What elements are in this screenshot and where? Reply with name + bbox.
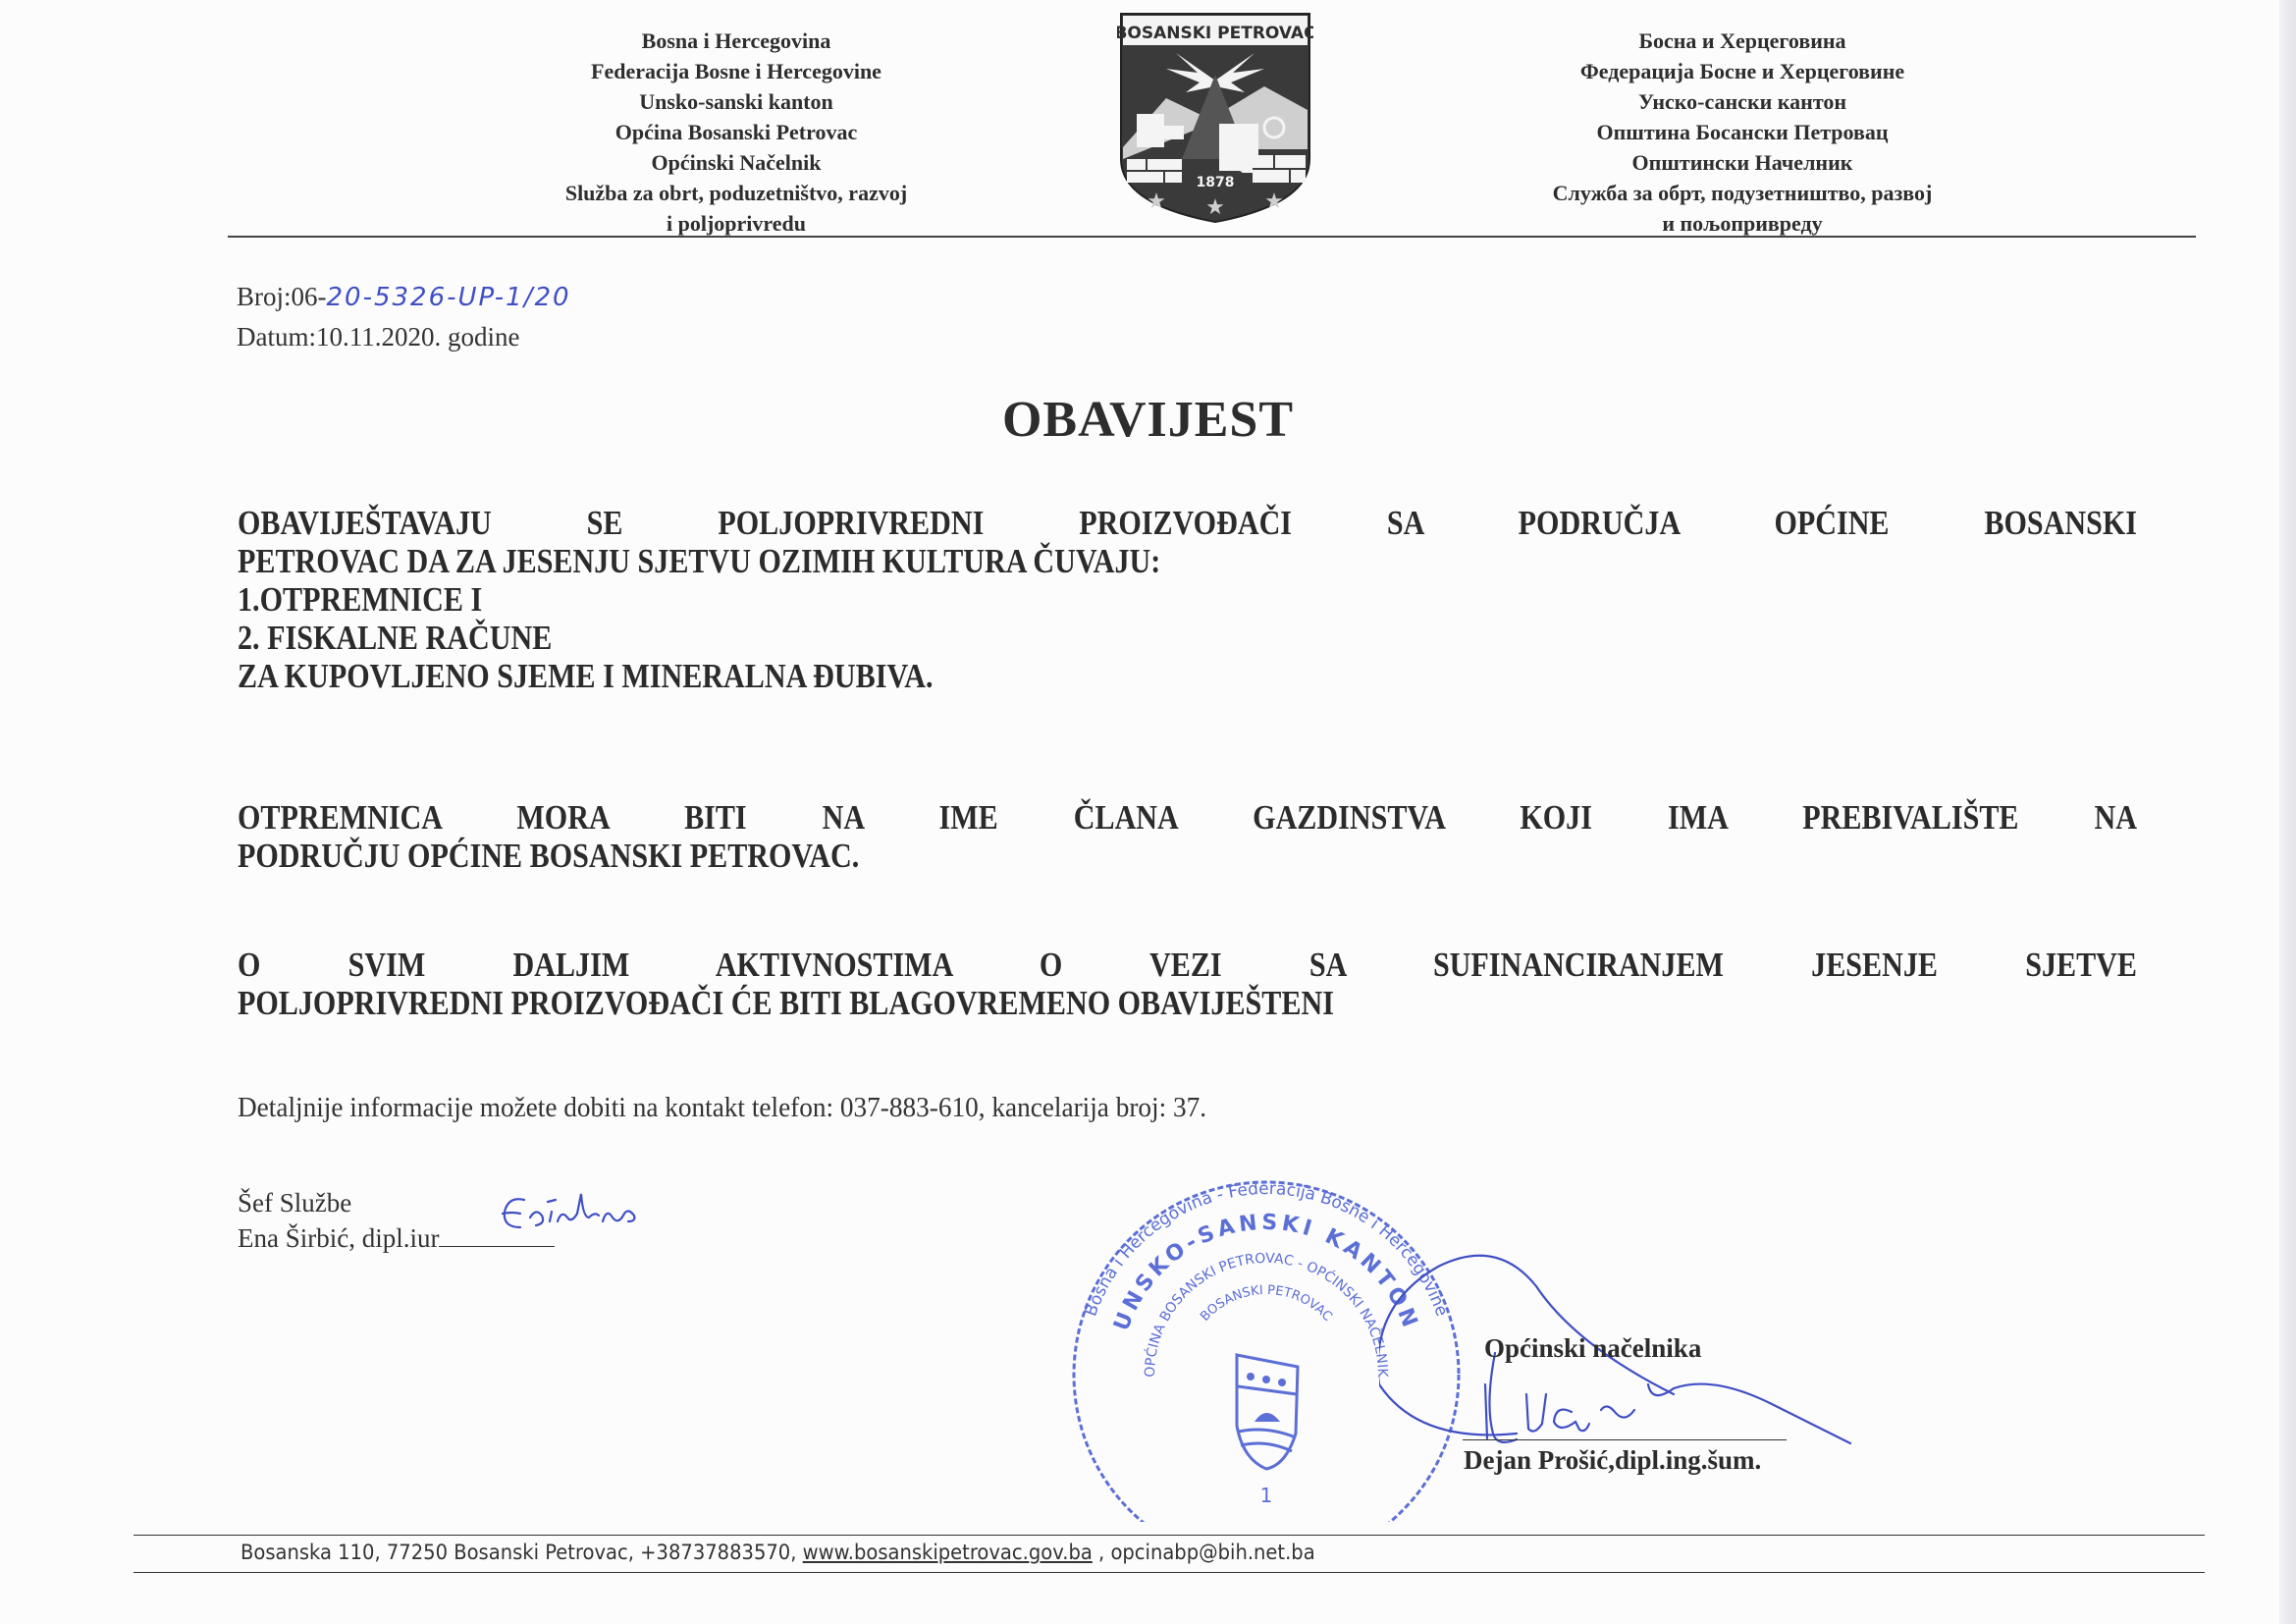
header-line: и пољопривреду <box>1662 211 1823 236</box>
notice-paragraph-2 <box>238 798 2137 875</box>
stamp-inner-text: OPĆINA BOSANSKI PETROVAC - OPĆINSKI NAČELNIK <box>1142 1250 1391 1378</box>
footer-divider-top <box>133 1535 2205 1536</box>
header-line: Općinski Načelnik <box>651 150 822 175</box>
list-item-otpremnice: 1.OTPREMNICE I <box>238 580 483 619</box>
header-line: Служба за обрт, подузетништво, развој <box>1552 181 1933 205</box>
signatory-right-name: Dejan Prošić,dipl.ing.šum. <box>1464 1445 1762 1475</box>
handwritten-signature-left <box>491 1178 658 1247</box>
paragraph-line: OTPREMNICA MORA BITI NA IME ČLANA GAZDINSTVA KOJI IMA PREBIVALIŠTE NA <box>238 798 2137 837</box>
notice-paragraph-3 <box>238 946 2137 1022</box>
stamp-number: 1 <box>1259 1484 1273 1507</box>
header-line: Унско-сански кантон <box>1637 89 1847 114</box>
header-line: i poljoprivredu <box>666 211 806 236</box>
signatory-right-role: Općinski načelnika <box>1484 1333 1702 1363</box>
header-line: Федерација Босне и Херцеговине <box>1579 59 1905 83</box>
header-left-latin <box>442 26 1031 239</box>
paragraph-line: POLJOPRIVREDNI PROIZVOĐAČI ĆE BITI BLAGOVREMENO OBAVIJEŠTENI <box>238 984 1334 1022</box>
stamp-center-text: BOSANSKI PETROVAC <box>1198 1282 1335 1325</box>
star-icon: ★ <box>1264 189 1284 214</box>
footer-website-link[interactable]: www.bosanskipetrovac.gov.ba <box>802 1541 1093 1564</box>
reference-number-handwritten: 20-5326-UP-1/20 <box>326 283 571 312</box>
header-line: Општински Начелник <box>1631 150 1853 175</box>
signature-line <box>1463 1439 1787 1440</box>
footer-contact <box>240 1541 1315 1564</box>
reference-number <box>237 277 571 317</box>
stamp-ring-text: UNSKO-SANSKI KANTON <box>1109 1210 1423 1334</box>
reference-date: Datum:10.11.2020. godine <box>237 322 520 352</box>
header-line: Босна и Херцеговина <box>1638 28 1846 53</box>
signatory-left-role: Šef Službe <box>238 1188 352 1218</box>
header-right-cyrillic <box>1428 26 2056 239</box>
footer-divider-bottom <box>133 1572 2205 1573</box>
reference-number-label: Broj:06- <box>237 282 327 311</box>
paragraph-line: O SVIM DALJIM AKTIVNOSTIMA O VEZI SA SUFINANCIRANJEM JESENJE SJETVE <box>238 946 2137 984</box>
paragraph-line: PETROVAC DA ZA JESENJU SJETVU OZIMIH KULTURA ČUVAJU: <box>238 542 1161 580</box>
header-divider <box>228 236 2196 238</box>
notice-paragraph-1 <box>238 504 2137 695</box>
paragraph-line: OBAVIJEŠTAVAJU SE POLJOPRIVREDNI PROIZVOĐAČI SA PODRUČJA OPĆINE BOSANSKI <box>238 504 2137 542</box>
star-icon: ★ <box>1147 189 1166 214</box>
municipality-crest-logo <box>1117 12 1313 224</box>
star-icon: ★ <box>1205 195 1225 220</box>
paragraph-line: PODRUČJU OPĆINE BOSANSKI PETROVAC. <box>238 837 860 875</box>
stamp-coat-of-arms-icon <box>1237 1355 1298 1469</box>
stamp-outer-text: Bosna i Hercegovina - Federacija Bosne i Hercegovine <box>1081 1178 1452 1320</box>
contact-info-line: Detaljnije informacije možete dobiti na kontakt telefon: 037-883-610, kancelarija broj: 37. <box>238 1092 1207 1123</box>
header-line: Општина Босански Петровац <box>1596 120 1889 144</box>
paragraph-line: ZA KUPOVLJENO SJEME I MINERALNA ĐUBIVA. <box>238 657 934 695</box>
crest-year: 1878 <box>1196 175 1235 190</box>
list-item-fiskalne-racune: 2. FISKALNE RAČUNE <box>238 619 553 657</box>
header-line: Unsko-sanski kanton <box>639 89 833 114</box>
header-line: Bosna i Hercegovina <box>641 28 831 53</box>
signatory-left-name: Ena Širbić, dipl.iur <box>238 1223 440 1253</box>
scan-edge <box>2279 0 2296 1624</box>
header-line: Federacija Bosne i Hercegovine <box>591 59 881 83</box>
reference-block <box>237 277 571 356</box>
footer-separator: , <box>1092 1541 1111 1564</box>
header-line: Općina Bosanski Petrovac <box>614 120 858 144</box>
footer-email[interactable]: opcinabp@bih.net.ba <box>1110 1541 1315 1564</box>
document-title: OBAVIJEST <box>1001 392 1295 448</box>
crest-name: BOSANSKI PETROVAC <box>1117 24 1313 43</box>
header-line: Služba za obrt, poduzetništvo, razvoj <box>564 181 908 205</box>
footer-address: Bosanska 110, 77250 Bosanski Petrovac, +38737883570, <box>240 1541 803 1564</box>
